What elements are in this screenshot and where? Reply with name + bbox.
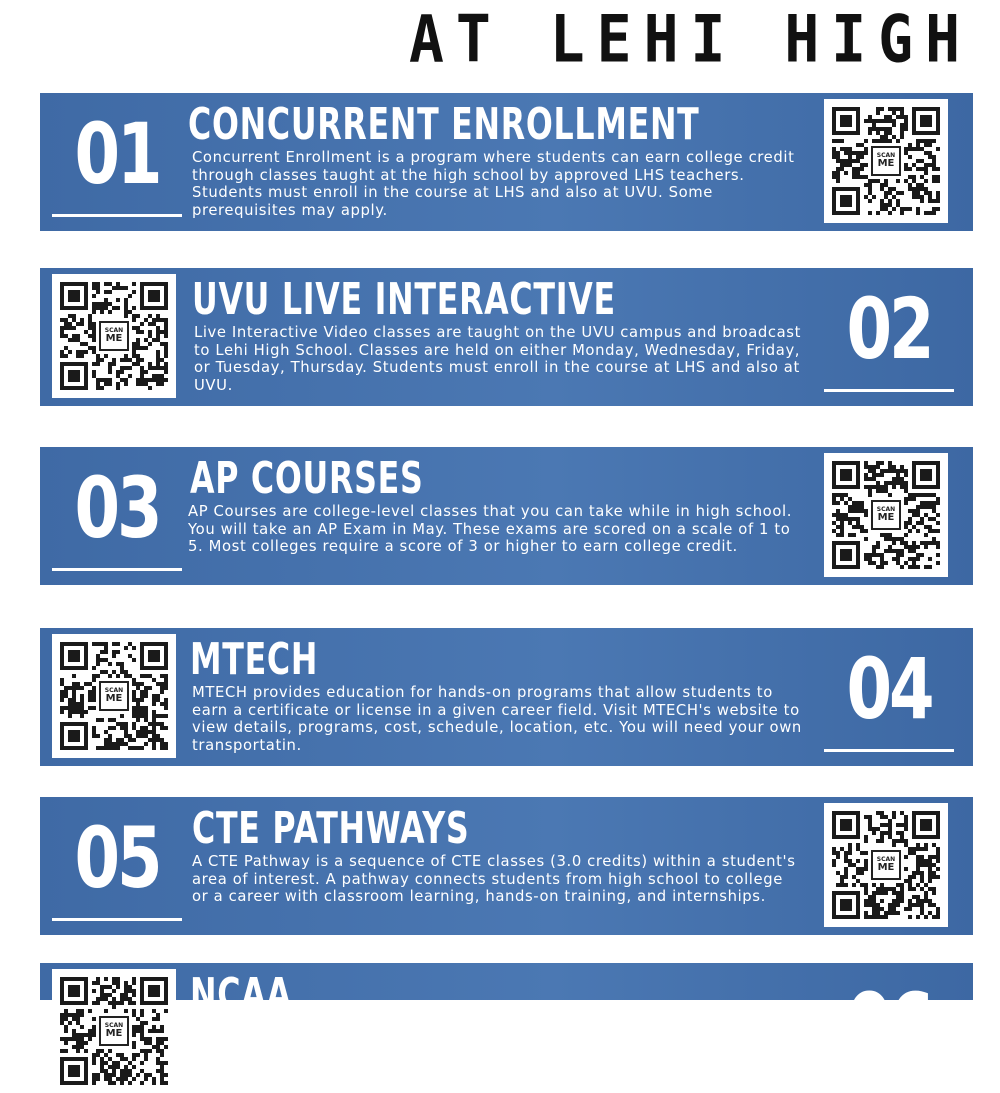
card-number: 06: [846, 975, 932, 1073]
card-description: AP Courses are college-level classes that you can take while in high school. You will take an AP Exam in May. These exams are scored on a scale of 1 to 5. Most colleges require a score of 3 or higher to earn college credit.: [188, 503, 792, 556]
qr-code-icon[interactable]: [824, 803, 948, 927]
scan-me-label: SCAN ME: [99, 1016, 129, 1046]
card-title: UVU LIVE INTERACTIVE: [192, 274, 616, 325]
card-number-block: [824, 963, 954, 1073]
program-card-ap-courses: [40, 447, 973, 585]
card-description: A CTE Pathway is a sequence of CTE classes (3.0 credits) within a student's area of interest. A pathway connects students from high school to college or a career with classroom learning, hands-on training, and internships.: [192, 853, 796, 906]
number-underline: [52, 214, 182, 217]
scan-me-label: SCAN ME: [871, 500, 901, 530]
number-underline: [824, 389, 954, 392]
card-number-block: [824, 628, 954, 766]
scan-me-label: SCAN ME: [871, 850, 901, 880]
page-title: AT LEHI HIGH: [408, 1, 972, 78]
scan-me-label: SCAN ME: [871, 146, 901, 176]
card-number: 01: [74, 105, 160, 203]
card-title: NCAA: [190, 969, 292, 1020]
card-title: AP COURSES: [190, 453, 424, 504]
card-number-block: [52, 797, 182, 935]
qr-code-icon[interactable]: [824, 99, 948, 223]
card-number-block: [52, 447, 182, 585]
card-number: 02: [846, 280, 932, 378]
program-card-cte-pathways: [40, 797, 973, 935]
card-number-block: [52, 93, 182, 231]
program-card-mtech: [40, 628, 973, 766]
card-title: MTECH: [190, 634, 319, 685]
qr-code-icon[interactable]: [824, 453, 948, 577]
card-title: CONCURRENT ENROLLMENT: [188, 99, 700, 150]
card-number-block: [824, 268, 954, 406]
number-underline: [52, 918, 182, 921]
card-number: 03: [74, 459, 160, 557]
qr-code-icon[interactable]: [52, 634, 176, 758]
program-card-concurrent-enrollment: [40, 93, 973, 231]
scan-me-label: SCAN ME: [99, 681, 129, 711]
number-underline: [52, 568, 182, 571]
scan-me-label: SCAN ME: [99, 321, 129, 351]
card-number: 05: [74, 809, 160, 907]
card-number: 04: [846, 640, 932, 738]
number-underline: [824, 749, 954, 752]
qr-code-icon[interactable]: [52, 969, 176, 1093]
qr-code-icon[interactable]: [52, 274, 176, 398]
program-card-ncaa: [40, 963, 973, 1073]
card-description: Concurrent Enrollment is a program where students can earn college credit through classes taught at the high school by approved LHS teachers. Students must enroll in the course at LHS and also at UVU. Some prerequisites may apply.: [192, 149, 795, 219]
card-description: Live Interactive Video classes are taught on the UVU campus and broadcast to Lehi High School. Classes are held on either Monday, Wednesday, Friday, or Tuesday, Thursday. Students must enroll in the course at LHS and also at UVU.: [194, 324, 802, 394]
card-title: CTE PATHWAYS: [192, 803, 470, 854]
program-card-uvu-live-interactive: [40, 268, 973, 406]
card-description: MTECH provides education for hands-on programs that allow students to earn a certificate or license in a given career field. Visit MTECH's website to view details, programs, cost, schedule, location, etc. You will need your own transportatin.: [192, 684, 802, 754]
